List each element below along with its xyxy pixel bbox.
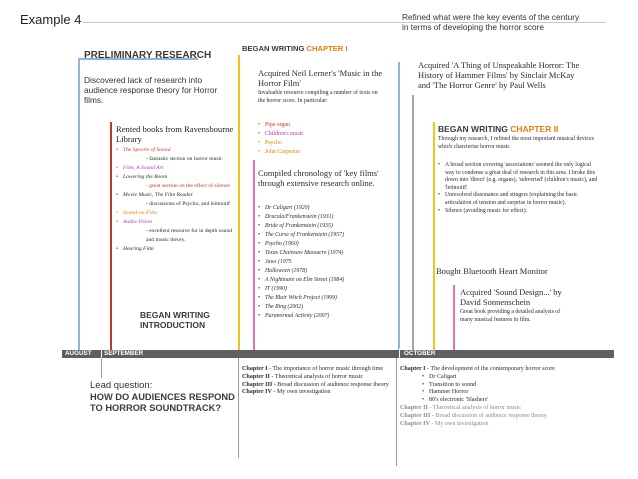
- chapter-right-1: [400, 366, 570, 374]
- chapters-right: [400, 366, 570, 428]
- timeline-label-august: AUGUST: [65, 350, 92, 357]
- chapter-right-rest-item: [400, 405, 570, 413]
- film-item: • Texas Chainsaw Massacre (1974): [258, 249, 393, 258]
- hammer-heading: Acquired 'A Thing of Unspeakable Horror: The History of Hammer Films' by Sinclair McKay and 'The Horror Genre' by Paul Wells: [418, 60, 580, 90]
- chapter-right-rest-num: Chapter III: [400, 412, 431, 419]
- chapter-mid-item: [242, 366, 392, 374]
- lerner-heading: Acquired Neil Lerner's 'Music in the Horror Film': [258, 68, 383, 88]
- lower-line-right: [396, 358, 397, 466]
- lerner-text: Invaluable resource compiling a number of texts on the horror score. In particular:: [258, 90, 378, 104]
- film-item: • Dracula/Frankenstein (1931): [258, 213, 393, 222]
- chapter-right-rest-num: Chapter II: [400, 404, 428, 411]
- chapter-mid-num: Chapter III: [242, 381, 273, 388]
- rented-book-item: • Sound-on-Film: [116, 209, 238, 218]
- lower-line-left: [101, 358, 102, 378]
- film-item: • Bride of Frankenstein (1935): [258, 222, 393, 231]
- film-item: • The Curse of Frankenstein (1957): [258, 231, 393, 240]
- chapter-right-rest-desc: - Broad discussion of audience response theory: [430, 412, 547, 419]
- chapter-mid-num: Chapter II: [242, 373, 270, 380]
- chapter-mid-desc: - Broad discussion of audience response theory: [272, 381, 389, 388]
- chapter-mid-num: Chapter IV: [242, 389, 272, 396]
- chronology-heading: Compiled chronology of 'key films' through extensive research online.: [258, 168, 379, 188]
- rented-book-item: • Hearing Film: [116, 245, 238, 254]
- gray-line-right: [412, 95, 414, 350]
- chapter-mid-desc: - The importance of horror music through time: [267, 366, 384, 372]
- slide-title: Example 4: [20, 12, 82, 27]
- rented-book-note: - discussions of Psycho, and leitmotif: [146, 201, 230, 207]
- lerner-item: • Pipe organ: [258, 121, 386, 130]
- lerner-item: • John Carpenter: [258, 148, 386, 157]
- rented-book-note: - excellent resource for in depth sound and music theory.: [146, 228, 233, 243]
- rented-book-item: • The Spectre of Sound: [116, 146, 238, 155]
- chapter-right-1-item: • Transition to sound: [422, 382, 570, 390]
- began-ch1-prefix: BEGAN WRITING: [242, 44, 307, 53]
- film-items: [258, 204, 393, 321]
- rented-book-item: • Movie Music, The Film Reader: [116, 191, 238, 200]
- chapter-mid-num: Chapter I: [242, 366, 268, 372]
- began-ch2-heading: [438, 124, 558, 134]
- rented-items: [116, 146, 238, 254]
- pink-line: [253, 160, 255, 350]
- yellow-line-right: [433, 122, 435, 350]
- ch2-items: [438, 162, 598, 215]
- film-item: • IT (1990): [258, 285, 393, 294]
- film-item: • The Blair Witch Project (1999): [258, 294, 393, 303]
- blue-line: [78, 58, 80, 350]
- rented-book-note: - great section on the effect of silence: [146, 183, 230, 189]
- timeline-divider-2: [399, 348, 400, 360]
- began-ch1-heading: [242, 44, 347, 53]
- sonnenschein-heading: Acquired 'Sound Design...' by David Sonnenschein: [460, 287, 562, 307]
- sonnenschein-text: Great book providing a detailed analysis of many musical features in film.: [460, 309, 561, 323]
- ch2-bullet: • A broad section covering 'associations' seemed the only logical way to condense a great deal of research in this area. I broke this down into 'direct' (e.g. organs), 'subverted' (children's music), and 'leitmotif'.: [438, 162, 598, 192]
- rented-heading: Rented books from Ravensbourne Library: [116, 124, 234, 144]
- timeline-bar: [62, 350, 614, 358]
- chapter-mid-item: [242, 382, 392, 390]
- bluetooth-text: Bought Bluetooth Heart Monitor: [436, 266, 548, 276]
- chapter-right-1-items: [422, 374, 570, 405]
- rented-list: [116, 146, 238, 254]
- chapter-right-rest-num: Chapter IV: [400, 420, 430, 427]
- film-item: • Dr Caligari (1920): [258, 204, 393, 213]
- film-item: • Jaws (1975: [258, 258, 393, 267]
- rented-book-item: • Film, A Sound Art: [116, 164, 238, 173]
- film-item: • Psycho (1960): [258, 240, 393, 249]
- chapter-mid-item: [242, 389, 392, 397]
- ch2-list: [438, 162, 598, 215]
- pink-line-right: [453, 285, 455, 350]
- ch2-text: Through my research, I refined the most important musical devices which charcterise horror music: [438, 136, 594, 150]
- chapters-mid: [242, 366, 392, 397]
- chapter-right-1-num: Chapter I: [400, 366, 426, 372]
- lead-question-text: HOW DO AUDIENCES RESPOND TO HORROR SOUNDTRACK?: [90, 392, 235, 413]
- rented-book-note: - fantastic section on horror music: [146, 156, 223, 162]
- rented-book-item: • Lowering the Boom: [116, 173, 238, 182]
- top-note: Refined what were the key events of the century in terms of developing the horror score: [402, 12, 580, 32]
- chapter-right-rest-item: [400, 421, 570, 429]
- lerner-item: • Children's music: [258, 130, 386, 139]
- chapter-right-rest-item: [400, 413, 570, 421]
- chapter-right-1-item: • Dr Caligari: [422, 374, 570, 382]
- ch2-bullet: • Unresolved dissonance and stingers (explaining the basic articulation of tension and surprise in horror music).: [438, 192, 598, 207]
- yellow-line: [238, 55, 240, 350]
- timeline-label-september: SEPTEMBER: [104, 350, 144, 357]
- lead-question-label: Lead question:: [90, 380, 153, 391]
- film-item: • A Nightmare on Elm Street (1984): [258, 276, 393, 285]
- chapter-mid-desc: - Theoretical analysis of horror music: [269, 373, 364, 380]
- began-ch2-prefix: BEGAN WRITING: [438, 124, 511, 134]
- lerner-items: [258, 121, 386, 157]
- blue-line-right: [398, 62, 400, 350]
- film-item: • Paranormal Activity (2007): [258, 312, 393, 321]
- began-ch2-highlight: CHAPTER II: [510, 124, 559, 134]
- film-item: • Halloween (1978): [258, 267, 393, 276]
- ch2-bullet: • Silence (avoiding music for effect).: [438, 208, 598, 216]
- chapter-right-rest-desc: - Theoretical analysis of horror music: [427, 404, 522, 411]
- timeline-label-october: OCTOBER: [404, 350, 436, 357]
- chapter-right-1-desc: - The development of the contemporary horror score: [425, 366, 555, 372]
- lerner-item: • Psycho: [258, 139, 386, 148]
- chronology-list: [258, 204, 393, 321]
- chapter-right-1-item: • Hammer Horror: [422, 389, 570, 397]
- began-ch1-highlight: CHAPTER I: [306, 44, 348, 53]
- red-line: [110, 122, 112, 350]
- chapter-mid-desc: - My own investigation: [271, 389, 331, 396]
- prelim-heading: PRELIMINARY RESEARCH: [84, 50, 212, 61]
- chapters-right-rest: [400, 405, 570, 428]
- lerner-list: [258, 121, 386, 157]
- chapter-mid-item: [242, 374, 392, 382]
- chapter-right-1-item: • 80's electronic 'Slashers': [422, 397, 570, 405]
- prelim-text: Discovered lack of research into audience response theory for Horror films.: [84, 75, 218, 105]
- began-intro: BEGAN WRITING INTRODUCTION: [140, 310, 210, 330]
- film-item: • The Ring (2002): [258, 303, 393, 312]
- rented-book-item: • Audio-Vision: [116, 218, 238, 227]
- chapter-right-rest-desc: - My own investigation: [429, 420, 489, 427]
